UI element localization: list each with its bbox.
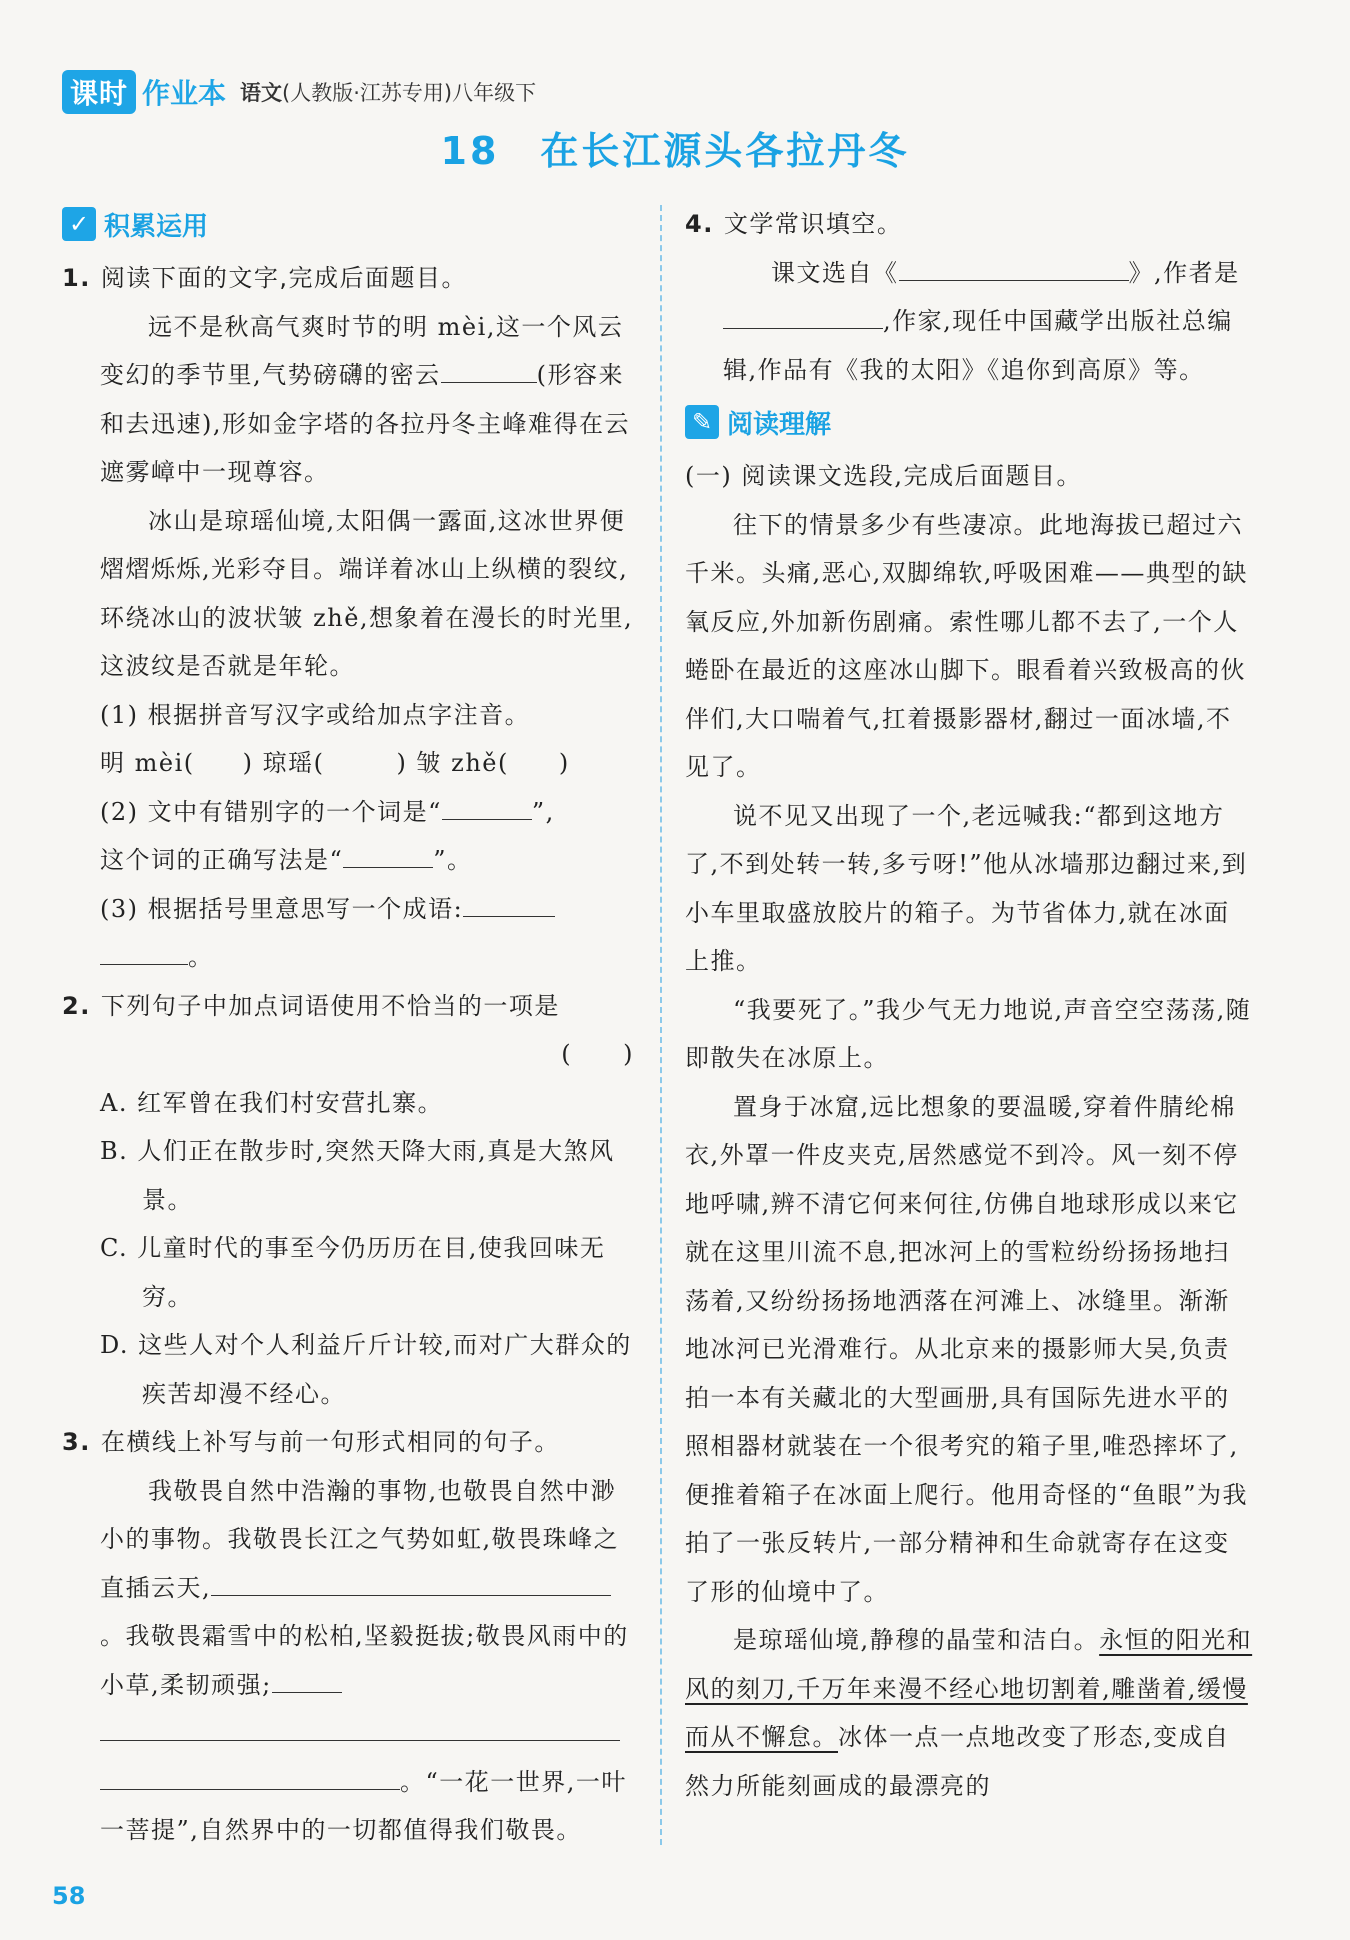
- answer-blank[interactable]: [211, 1565, 441, 1596]
- reading-para-3: “我要死了。”我少气无力地说,声音空空荡荡,随即散失在冰原上。: [685, 995, 1252, 1072]
- answer-blank[interactable]: [441, 1565, 611, 1596]
- section-label: 积累运用: [104, 211, 209, 242]
- sub2-text: (2) 文中有错别字的一个词是“: [100, 797, 442, 826]
- q2-option-b: B. 人们正在散步时,突然天降大雨,真是大煞风景。: [100, 1137, 615, 1214]
- q1-sub3-line2: [62, 933, 634, 982]
- q2-answer-paren[interactable]: ( ): [561, 1040, 634, 1068]
- answer-blank[interactable]: [100, 1759, 400, 1790]
- q1-number: 1.: [62, 264, 91, 292]
- right-column: [685, 200, 1255, 1810]
- page-header: [62, 72, 536, 112]
- para5-b: 冰体一点一点地改变了形态,变成自然力所能刻画成的最漂亮的: [685, 1723, 1230, 1800]
- subject-bold: 语文: [240, 81, 283, 105]
- subject-label: [240, 77, 536, 107]
- answer-blank[interactable]: [899, 250, 1129, 281]
- answer-blank[interactable]: [100, 934, 188, 965]
- answer-blank[interactable]: [723, 298, 883, 329]
- answer-blank[interactable]: [441, 352, 537, 383]
- item-label: 皱 zhě(: [416, 749, 509, 777]
- section-accumulate: [62, 200, 634, 248]
- sub2-text: 这个词的正确写法是“: [100, 846, 344, 874]
- answer-blank[interactable]: [272, 1662, 342, 1693]
- q3-text-c: 。“一花一世界,一叶一菩提”,自然界中的一切都值得我们敬畏。: [100, 1767, 627, 1844]
- q2-prompt: [62, 982, 634, 1031]
- q4-text-c: ,作家,现任中国藏学出版社总编辑,作品有《我的太阳》《追你到高原》等。: [723, 307, 1233, 384]
- subject-edition: (人教版·江苏专用)八年级下: [282, 81, 537, 105]
- para5-underlined: 永恒的阳光和风的刻刀,千万年来漫不经心地切割着,雕凿着,缓慢而从不懈怠。: [685, 1626, 1253, 1751]
- q2-option-d: D. 这些人对个人利益斤斤计较,而对广大群众的疾苦却漫不经心。: [100, 1331, 632, 1408]
- q1-sub3: [62, 885, 634, 934]
- reading-para-5: [685, 1616, 1255, 1810]
- para5-a: 是琼瑶仙境,静穆的晶莹和洁白。: [733, 1626, 1100, 1654]
- checkmark-icon: ✓: [62, 207, 96, 241]
- q4-number: 4.: [685, 210, 714, 238]
- left-column: [62, 200, 634, 1855]
- q1-passage-2: 冰山是琼瑶仙境,太阳偶一露面,这冰世界便熠熠烁烁,光彩夺目。端详着冰山上纵横的裂纹,环绕冰山的波状皱 zhě,想象着在漫长的时光里,这波纹是否就是年轮。: [100, 506, 634, 680]
- q3-text-a: 我敬畏自然中浩瀚的事物,也敬畏自然中渺小的事物。我敬畏长江之气势如虹,敬畏珠峰之直插云天,: [100, 1476, 620, 1602]
- answer-blank[interactable]: [442, 789, 532, 820]
- q1-prompt: [62, 254, 634, 303]
- logo-badge: 课时: [62, 70, 136, 114]
- q4-prompt-text: 文学常识填空。: [723, 210, 903, 238]
- q2-option-c: C. 儿童时代的事至今仍历历在目,使我回味无穷。: [100, 1234, 606, 1311]
- item-label: 琼瑶(: [262, 749, 325, 777]
- q3-text-b: 。我敬畏霜雪中的松柏,坚毅挺拔;敬畏风雨中的小草,柔韧顽强;: [100, 1622, 629, 1699]
- q1-sub2: [62, 788, 634, 837]
- q1-para1-a: 远不是秋高气爽时节的明 mèi,这一个风云变幻的季节里,气势磅礴的密云: [100, 312, 624, 389]
- q2-number: 2.: [62, 991, 91, 1020]
- q3-number: 3.: [62, 1428, 91, 1456]
- q4-prompt: [685, 200, 1255, 249]
- item-close: ): [558, 749, 570, 777]
- item-close: ): [242, 749, 254, 777]
- q1-sub2-line2: [62, 836, 634, 885]
- q3-prompt-text: 在横线上补写与前一句形式相同的句子。: [100, 1428, 560, 1456]
- reading-para-2: 说不见又出现了一个,老远喊我:“都到这地方了,不到处转一转,多亏呀!”他从冰墙那边翻过来,到小车里取盛放胶片的箱子。为节省体力,就在冰面上推。: [685, 801, 1248, 975]
- reading-intro: (一) 阅读课文选段,完成后面题目。: [685, 462, 1082, 490]
- section-reading: [685, 398, 1255, 446]
- pencil-icon: ✎: [685, 405, 719, 439]
- q3-prompt: [62, 1418, 634, 1467]
- page-number: 58: [52, 1882, 86, 1910]
- q1-sub1: (1) 根据拼音写汉字或给加点字注音。: [100, 700, 531, 729]
- q1-para1-b: (形容来和去迅速),形如金字塔的各拉丹冬主峰难得在云遮雾嶂中一现尊容。: [100, 361, 630, 486]
- answer-blank[interactable]: [463, 886, 555, 917]
- q4-text-b: 》,作者是: [1128, 258, 1240, 287]
- q1-passage-1: [62, 303, 634, 497]
- sub2-text: ”,: [531, 797, 555, 826]
- sub2-text: ”。: [433, 846, 473, 874]
- section-label: 阅读理解: [727, 409, 832, 440]
- q3-text: [62, 1467, 634, 1855]
- answer-blank[interactable]: [100, 1710, 620, 1741]
- item-label: 明 mèi(: [100, 749, 195, 777]
- q4-text: [685, 249, 1255, 395]
- lesson-title: 18 在长江源头各拉丹冬: [440, 129, 910, 173]
- q4-text-a: 课文选自《: [771, 258, 899, 287]
- column-divider: [660, 205, 662, 1845]
- item-close: ): [396, 749, 408, 777]
- q2-prompt-text: 下列句子中加点词语使用不恰当的一项是: [100, 991, 560, 1020]
- reading-para-1: 往下的情景多少有些凄凉。此地海拔已超过六千米。头痛,恶心,双脚绵软,呼吸困难——典型的缺氧反应,外加新伤剧痛。索性哪儿都不去了,一个人蜷卧在最近的这座冰山脚下。眼看着兴致极高的伙伴们,大口喘着气,扛着摄影器材,翻过一面冰墙,不见了。: [685, 510, 1248, 781]
- sub3-text: (3) 根据括号里意思写一个成语:: [100, 894, 464, 923]
- q1-prompt-text: 阅读下面的文字,完成后面题目。: [100, 264, 467, 292]
- q2-option-a: A. 红军曾在我们村安营扎寨。: [100, 1088, 444, 1117]
- answer-blank[interactable]: [343, 837, 433, 868]
- reading-para-4: 置身于冰窟,远比想象的要温暖,穿着件腈纶棉衣,外罩一件皮夹克,居然感觉不到冷。风一刻不停地呼啸,辨不清它何来何往,仿佛自地球形成以来它就在这里川流不息,把冰河上的雪粒纷纷扬扬地扫荡着,又纷纷扬扬地洒落在河滩上、冰缝里。渐渐地冰河已光滑难行。从北京来的摄影师大吴,负责拍一本有关藏北的大型画册,具有国际先进水平的照相器材就装在一个很考究的箱子里,唯恐摔坏了,便推着箱子在冰面上爬行。他用奇怪的“鱼眼”为我拍了一张反转片,一部分精神和生命就寄存在这变了形的仙境中了。: [685, 1092, 1249, 1606]
- logo-text: 作业本: [142, 77, 227, 110]
- sub3-end: 。: [188, 943, 214, 971]
- q1-sub1-items: [62, 739, 634, 788]
